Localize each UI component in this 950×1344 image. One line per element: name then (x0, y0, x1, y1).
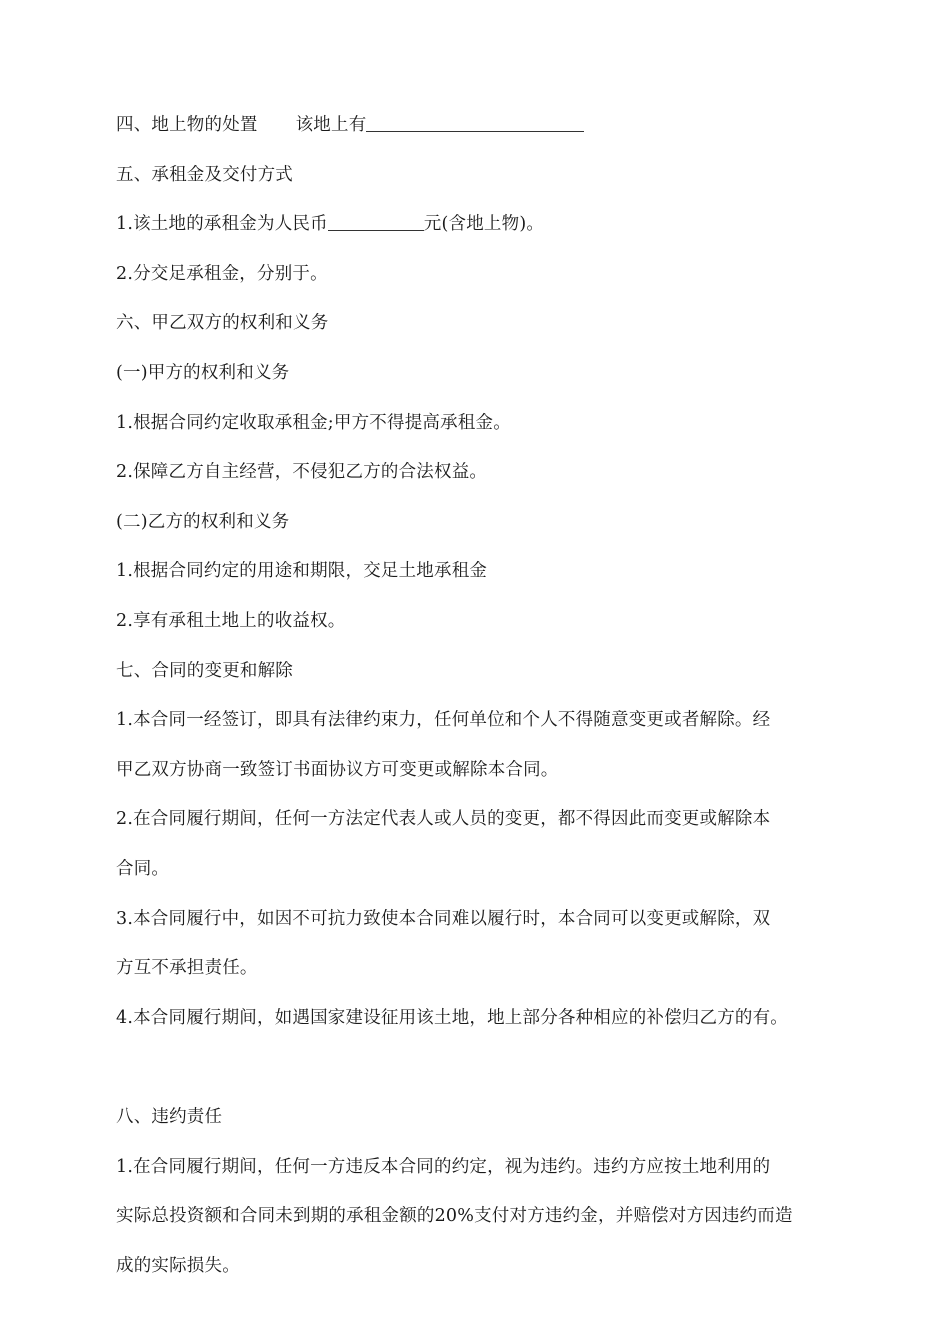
section-7-item-4: 4.本合同履行期间，如遇国家建设征用该土地，地上部分各种相应的补偿归乙方的有。 (116, 1007, 788, 1028)
party-a-item-2: 2.保障乙方自主经营，不侵犯乙方的合法权益。 (116, 462, 488, 483)
paragraph-spacer (116, 1043, 856, 1093)
section-7-item-2-line-1: 2.在合同履行期间，任何一方法定代表人或人员的变更，都不得因此而变更或解除本 (116, 809, 771, 830)
section-7-heading: 七、合同的变更和解除 (116, 660, 293, 681)
section-7-item-2-line-2: 合同。 (116, 858, 170, 879)
party-b-heading: (二)乙方的权利和义务 (116, 511, 290, 532)
section-8-item-1-line-2: 实际总投资额和合同未到期的承租金额的20%支付对方违约金，并赔偿对方因违约而造 (116, 1206, 793, 1227)
section-7-item-3-line-2: 方互不承担责任。 (116, 958, 258, 979)
section-7-item-3-line-1: 3.本合同履行中，如因不可抗力致使本合同难以履行时，本合同可以变更或解除，双 (116, 908, 771, 929)
payment-line: 2.分交足承租金，分别于。 (116, 263, 328, 284)
party-a-heading: (一)甲方的权利和义务 (116, 362, 290, 383)
fill-blank-ground-objects[interactable] (366, 113, 584, 132)
fill-blank-rent-amount[interactable] (328, 212, 424, 231)
section-7-item-1-line-1: 1.本合同一经签订，即具有法律约束力，任何单位和个人不得随意变更或者解除。经 (116, 710, 771, 731)
section-8-item-1-line-3: 成的实际损失。 (116, 1256, 240, 1277)
section-6-heading: 六、甲乙双方的权利和义务 (116, 313, 329, 334)
section-7-item-1-line-2: 甲乙双方协商一致签订书面协议方可变更或解除本合同。 (116, 759, 559, 780)
party-b-item-1: 1.根据合同约定的用途和期限，交足土地承租金 (116, 561, 488, 582)
section-5-heading: 五、承租金及交付方式 (116, 164, 293, 185)
section-8-heading: 八、违约责任 (116, 1107, 223, 1128)
section-8-item-1-line-1: 1.在合同履行期间，任何一方违反本合同的约定，视为违约。违约方应按土地利用的 (116, 1156, 771, 1177)
section-4-heading: 四、地上物的处置 该地上有 (116, 101, 856, 151)
party-a-item-1: 1.根据合同约定收取承租金;甲方不得提高承租金。 (116, 412, 511, 433)
party-b-item-2: 2.享有承租土地上的收益权。 (116, 610, 346, 631)
document-page (116, 101, 856, 1292)
rent-amount-line: 1.该土地的承租金为人民币 元(含地上物)。 (116, 214, 545, 235)
